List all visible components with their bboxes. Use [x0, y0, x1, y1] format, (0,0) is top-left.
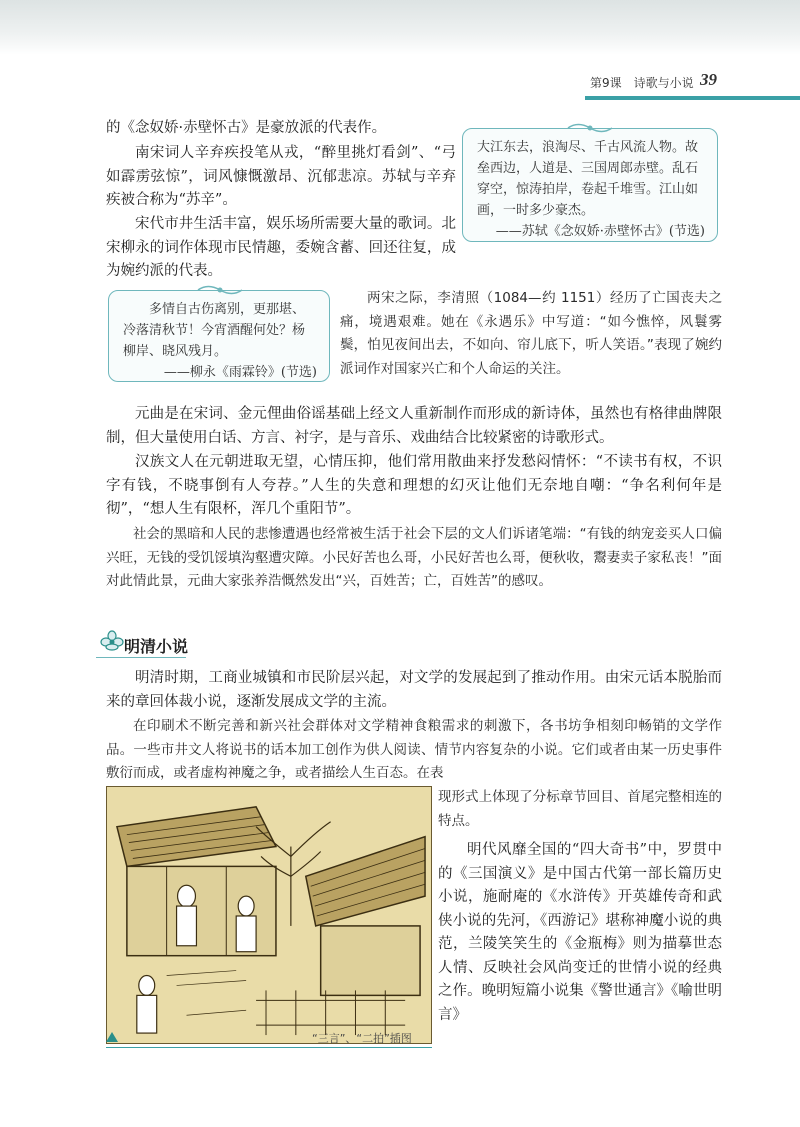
- quote-box-su-shi: [462, 128, 718, 242]
- paragraph-printing: 在印刷术不断完善和新兴社会群体对文学精神食粮需求的刺激下，各书坊争相刻印畅销的文学作品。一些市井文人将说书的话本加工创作为供人阅读、情节内容复杂的小说。它们或者由某一历史事件敷衍而成，或者虚构神魔之争，或者描绘人生百态。在表: [106, 718, 722, 781]
- page-number: 39: [700, 70, 717, 89]
- header-rule: [585, 96, 800, 100]
- lesson-header: 第9课 诗歌与小说: [590, 76, 694, 90]
- paragraph-haofang: 的《念奴娇·赤壁怀古》是豪放派的代表作。: [106, 120, 387, 136]
- paragraph-ming-qing-intro: 明清时期，工商业城镇和市民阶层兴起，对文学的发展起到了推动作用。由宋元话本脱胎而来的章回体裁小说，逐渐发展成文学的主流。: [106, 670, 722, 710]
- paragraph-social-darkness: 社会的黑暗和人民的悲惨遭遇也经常被生活于社会下层的文人们诉诸笔端：“有钱的纳宠妾买人口偏兴旺，无钱的受饥馁填沟壑遭灾障。小民好苦也么哥，小民好苦也么哥，便秋收，鬻妻卖子家私丧！”面对此情此景，元曲大家张养浩慨然发出“兴，百姓苦；亡，百姓苦”的感叹。: [106, 526, 722, 589]
- header-band: [0, 0, 800, 55]
- ornament-icon: [566, 121, 614, 135]
- paragraph-four-novels: 明代风靡全国的“四大奇书”中，罗贯中的《三国演义》是中国古代第一部长篇历史小说，施耐庵的《水浒传》开英雄传奇和武侠小说的先河，《西游记》堪称神魔小说的典范，兰陵笑笑生的《金瓶梅》则为描摹世态人情、反映社会风尚变迁的世情小说的经典之作。晚明短篇小说集《警世通言》《喻世明言》: [438, 842, 722, 1023]
- woodblock-illustration: [106, 786, 432, 1044]
- paragraph-xin-qiji: 南宋词人辛弃疾投笔从戎，“醉里挑灯看剑”、“弓如霹雳弦惊”，词风慷慨激昂、沉郁悲凉。苏轼与辛弃疾被合称为“苏辛”。: [106, 145, 456, 208]
- paragraph-liu-yong: 宋代市井生活丰富，娱乐场所需要大量的歌词。北宋柳永的词作体现市民情趣，委婉含蓄、回还往复，成为婉约派的代表。: [106, 216, 456, 279]
- ornament-icon: [196, 283, 244, 297]
- section-flower-icon: [100, 630, 124, 654]
- caption-rule: [106, 1047, 432, 1048]
- paragraph-yuan-qu: 元曲是在宋词、金元俚曲俗谣基础上经文人重新制作而形成的新诗体，虽然也有格律曲牌限制，但大量使用白话、方言、衬字，是与音乐、戏曲结合比较紧密的诗歌形式。: [106, 406, 722, 446]
- quote-box-liu-yong: [108, 290, 330, 382]
- paragraph-printing-continued: 现形式上体现了分标章节回目、首尾完整相连的特点。: [438, 789, 722, 829]
- paragraph-han-literati: 汉族文人在元朝进取无望，心情压抑，他们常用散曲来抒发愁闷情怀：“不读书有权，不识字有钱，不晓事倒有人夸荐。”人生的失意和理想的幻灭让他们无奈地自嘲：“争名利何年是彻”，“想人生有限杯，浑几个重阳节”。: [106, 454, 722, 517]
- figure-caption: “三言”、“二拍”插图: [312, 1032, 412, 1045]
- caption-triangle-icon: [106, 1032, 118, 1042]
- paragraph-li-qingzhao: 两宋之际，李清照（1084—约 1151）经历了亡国丧夫之痛，境遇艰难。她在《永遇乐》中写道：“如今憔悴，风鬟雾鬓，怕见夜间出去，不如向、帘儿底下，听人笑语。”表现了婉约派词作对国家兴亡和个人命运的关注。: [340, 290, 722, 377]
- section-rule: [96, 657, 186, 658]
- quote-liu-text: 多情自古伤离别，更那堪、冷落清秋节！今宵酒醒何处？杨柳岸、晓风残月。: [123, 302, 306, 359]
- quote-su-text: 大江东去，浪淘尽、千古风流人物。故垒西边，人道是、三国周郎赤壁。乱石穿空，惊涛拍岸，卷起千堆雪。江山如画，一时多少豪杰。: [477, 140, 699, 218]
- quote-liu-attribution: ——柳永《雨霖铃》(节选): [163, 365, 317, 380]
- section-title: 明清小说: [124, 637, 189, 656]
- quote-su-attribution: ——苏轼《念奴娇·赤壁怀古》(节选): [495, 224, 705, 239]
